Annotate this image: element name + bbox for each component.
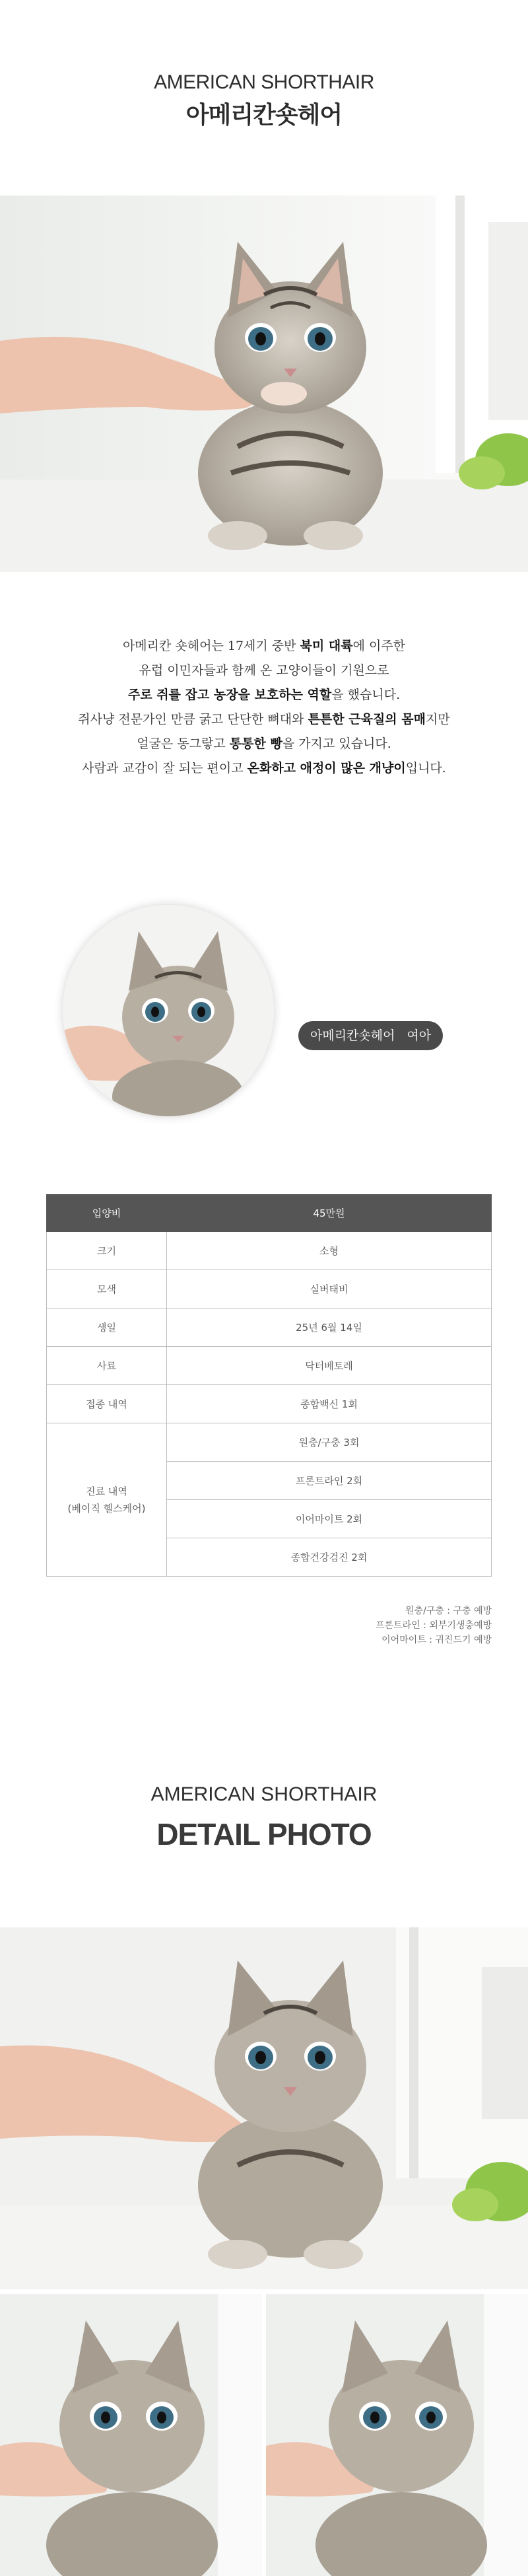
row-value: 소형 bbox=[167, 1232, 492, 1270]
table-row bbox=[47, 1195, 492, 1232]
description-line bbox=[0, 756, 528, 781]
description-text: 사람과 교감이 잘 되는 편이고 bbox=[82, 761, 248, 775]
row-value: 실버태비 bbox=[167, 1270, 492, 1308]
description-line bbox=[0, 707, 528, 732]
description-line bbox=[0, 683, 528, 707]
table-row bbox=[47, 1385, 492, 1423]
breed-description bbox=[0, 634, 528, 781]
page-header bbox=[0, 0, 528, 196]
care-value: 원충/구충 3회 bbox=[167, 1423, 492, 1462]
table-row bbox=[47, 1423, 492, 1462]
table-row bbox=[47, 1308, 492, 1347]
kitten-name-badge bbox=[298, 1021, 443, 1050]
description-line bbox=[0, 659, 528, 683]
note-line: 이어마이트 : 귀진드기 예방 bbox=[381, 1635, 492, 1645]
price-label: 입양비 bbox=[47, 1195, 167, 1232]
row-key: 사료 bbox=[47, 1347, 167, 1385]
description-text: 을 했습니다. bbox=[331, 688, 401, 702]
table-row bbox=[47, 1232, 492, 1270]
adoption-info-table bbox=[46, 1194, 492, 1577]
kitten-gender: 여아 bbox=[407, 1028, 432, 1043]
detail-photo-right bbox=[266, 2294, 528, 2576]
description-text: 지만 bbox=[425, 712, 450, 727]
description-text: 쥐사냥 전문가인 만큼 굵고 단단한 뼈대와 bbox=[78, 712, 308, 727]
row-key: 접종 내역 bbox=[47, 1385, 167, 1423]
care-value: 프론트라인 2회 bbox=[167, 1462, 492, 1500]
note-line: 원충/구충 : 구충 예방 bbox=[405, 1606, 492, 1616]
care-value: 이어마이트 2회 bbox=[167, 1500, 492, 1538]
breed-title-ko: 아메리칸숏헤어 bbox=[185, 102, 343, 129]
row-value: 닥터베토레 bbox=[167, 1347, 492, 1385]
description-text: 입니다. bbox=[405, 761, 446, 775]
price-value: 45만원 bbox=[167, 1195, 492, 1232]
description-emphasis: 북미 대륙 bbox=[300, 639, 353, 653]
main-kitten-photo bbox=[0, 196, 528, 572]
description-text: 유럽 이민자들과 함께 온 고양이들이 기원으로 bbox=[139, 663, 389, 678]
detail-title: DETAIL PHOTO bbox=[156, 1817, 372, 1851]
table-row bbox=[47, 1347, 492, 1385]
treatment-notes bbox=[376, 1604, 492, 1647]
row-value: 25년 6월 14일 bbox=[167, 1308, 492, 1347]
care-key-subtitle: (베이직 헬스케어) bbox=[67, 1502, 146, 1515]
care-history-key bbox=[47, 1423, 167, 1577]
row-key: 모색 bbox=[47, 1270, 167, 1308]
description-line bbox=[0, 634, 528, 659]
breed-title-en: AMERICAN SHORTHAIR bbox=[154, 71, 374, 93]
care-key-title: 진료 내역 bbox=[86, 1485, 127, 1497]
description-text: 을 가지고 있습니다. bbox=[282, 736, 391, 751]
description-text: 에 이주한 bbox=[352, 639, 406, 653]
description-emphasis: 주로 쥐를 잡고 농장을 보호하는 역할 bbox=[127, 688, 332, 702]
detail-title-en: AMERICAN SHORTHAIR bbox=[150, 1783, 378, 1805]
kitten-name: 아메리칸숏헤어 bbox=[310, 1028, 395, 1043]
detail-photo-left bbox=[0, 2294, 262, 2576]
description-emphasis: 통통한 빵 bbox=[229, 736, 282, 751]
detail-photo-wide bbox=[0, 1927, 528, 2289]
row-key: 크기 bbox=[47, 1232, 167, 1270]
row-value: 종합백신 1회 bbox=[167, 1385, 492, 1423]
description-text: 아메리칸 숏헤어는 17세기 중반 bbox=[122, 639, 300, 653]
description-text: 얼굴은 동그랗고 bbox=[137, 736, 230, 751]
row-key: 생일 bbox=[47, 1308, 167, 1347]
description-emphasis: 온화하고 애정이 많은 개냥이 bbox=[247, 761, 406, 775]
table-row bbox=[47, 1270, 492, 1308]
description-emphasis: 튼튼한 근육질의 몸매 bbox=[308, 712, 426, 727]
care-value: 종합건강검진 2회 bbox=[167, 1538, 492, 1577]
kitten-profile-photo bbox=[63, 905, 274, 1116]
note-line: 프론트라인 : 외부기생충예방 bbox=[376, 1620, 492, 1631]
description-line bbox=[0, 732, 528, 756]
